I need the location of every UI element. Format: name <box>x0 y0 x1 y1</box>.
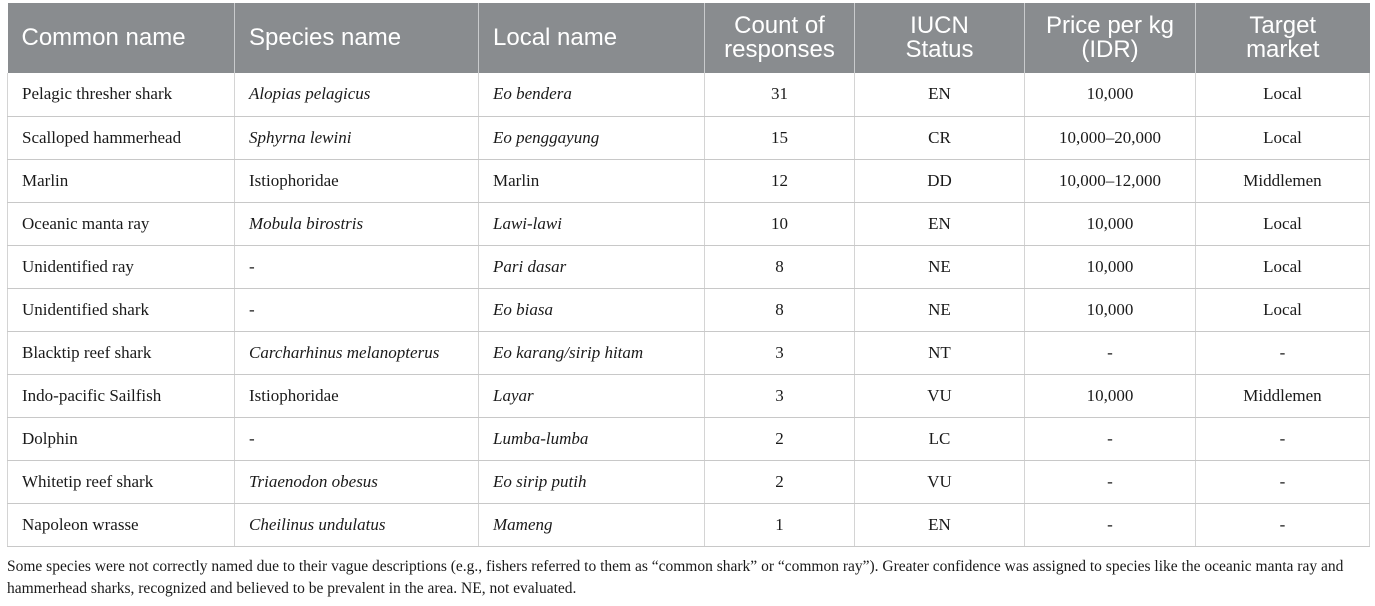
cell-count: 8 <box>705 245 855 288</box>
cell-price: 10,000–20,000 <box>1025 116 1196 159</box>
table-footnote: Some species were not correctly named due to their vague descriptions (e.g., fishers referred to them as “common shark” or “common ray”). Greater confidence was assigned to species like the oceanic manta ray and hammerhead sharks, recognized and believed to be prevalent in the area. NE, not evaluated. <box>7 558 1344 597</box>
cell-price: 10,000 <box>1025 245 1196 288</box>
cell-local-name: Layar <box>479 374 705 417</box>
header-label-line1: Price per kg <box>1045 12 1175 39</box>
cell-local-name: Eo sirip putih <box>479 460 705 503</box>
cell-target-market: Middlemen <box>1196 159 1370 202</box>
header-label-line1: Count of <box>734 12 825 39</box>
cell-iucn-status: NT <box>855 331 1025 374</box>
table-row <box>8 159 1370 202</box>
cell-target-market: Local <box>1196 202 1370 245</box>
cell-common-name: Scalloped hammerhead <box>8 116 235 159</box>
cell-common-name: Blacktip reef shark <box>8 331 235 374</box>
cell-target-market: Local <box>1196 288 1370 331</box>
cell-target-market: - <box>1196 417 1370 460</box>
table-row <box>8 374 1370 417</box>
header-iucn-status <box>855 3 1025 73</box>
cell-iucn-status: EN <box>855 503 1025 546</box>
cell-species-name: Sphyrna lewini <box>235 116 479 159</box>
cell-count: 2 <box>705 417 855 460</box>
species-table-container <box>7 3 1369 547</box>
cell-target-market: Local <box>1196 116 1370 159</box>
cell-local-name: Marlin <box>479 159 705 202</box>
cell-species-name: - <box>235 288 479 331</box>
header-label-line2: (IDR) <box>1081 36 1139 63</box>
cell-local-name: Pari dasar <box>479 245 705 288</box>
cell-count: 3 <box>705 374 855 417</box>
cell-iucn-status: VU <box>855 460 1025 503</box>
cell-price: - <box>1025 417 1196 460</box>
header-label: Species name <box>249 24 402 51</box>
cell-species-name: Triaenodon obesus <box>235 460 479 503</box>
cell-price: - <box>1025 503 1196 546</box>
cell-species-name: Cheilinus undulatus <box>235 503 479 546</box>
cell-price: 10,000 <box>1025 73 1196 116</box>
cell-common-name: Unidentified ray <box>8 245 235 288</box>
cell-count: 3 <box>705 331 855 374</box>
cell-iucn-status: CR <box>855 116 1025 159</box>
cell-local-name: Eo biasa <box>479 288 705 331</box>
cell-price: 10,000 <box>1025 288 1196 331</box>
cell-count: 31 <box>705 73 855 116</box>
cell-species-name: Istiophoridae <box>235 374 479 417</box>
cell-local-name: Lumba-lumba <box>479 417 705 460</box>
cell-price: 10,000 <box>1025 202 1196 245</box>
header-label: Local name <box>493 24 618 51</box>
header-label-line1: Target <box>1249 12 1317 39</box>
table-row <box>8 460 1370 503</box>
cell-iucn-status: VU <box>855 374 1025 417</box>
cell-price: - <box>1025 331 1196 374</box>
species-table <box>7 3 1370 547</box>
table-row <box>8 331 1370 374</box>
cell-common-name: Napoleon wrasse <box>8 503 235 546</box>
cell-target-market: Middlemen <box>1196 374 1370 417</box>
table-header <box>8 3 1370 73</box>
header-common-name <box>8 3 235 73</box>
cell-local-name: Eo karang/sirip hitam <box>479 331 705 374</box>
cell-iucn-status: EN <box>855 202 1025 245</box>
table-row <box>8 116 1370 159</box>
cell-common-name: Indo-pacific Sailfish <box>8 374 235 417</box>
header-count-of-responses <box>705 3 855 73</box>
cell-species-name: - <box>235 417 479 460</box>
header-species-name <box>235 3 479 73</box>
cell-iucn-status: NE <box>855 245 1025 288</box>
cell-target-market: - <box>1196 460 1370 503</box>
cell-count: 1 <box>705 503 855 546</box>
table-row <box>8 417 1370 460</box>
cell-local-name: Lawi-lawi <box>479 202 705 245</box>
header-row <box>8 3 1370 73</box>
cell-common-name: Oceanic manta ray <box>8 202 235 245</box>
header-label-line1: IUCN <box>910 12 969 39</box>
header-price-per-kg <box>1025 3 1196 73</box>
cell-common-name: Whitetip reef shark <box>8 460 235 503</box>
cell-count: 8 <box>705 288 855 331</box>
header-target-market <box>1196 3 1370 73</box>
table-body <box>8 73 1370 546</box>
cell-price: 10,000–12,000 <box>1025 159 1196 202</box>
cell-common-name: Dolphin <box>8 417 235 460</box>
table-row <box>8 202 1370 245</box>
cell-target-market: Local <box>1196 73 1370 116</box>
cell-common-name: Unidentified shark <box>8 288 235 331</box>
header-label: Common name <box>21 24 186 51</box>
cell-species-name: Carcharhinus melanopterus <box>235 331 479 374</box>
cell-price: 10,000 <box>1025 374 1196 417</box>
cell-local-name: Eo bendera <box>479 73 705 116</box>
cell-iucn-status: EN <box>855 73 1025 116</box>
cell-iucn-status: DD <box>855 159 1025 202</box>
table-row <box>8 73 1370 116</box>
cell-count: 10 <box>705 202 855 245</box>
cell-species-name: Istiophoridae <box>235 159 479 202</box>
header-local-name <box>479 3 705 73</box>
cell-local-name: Eo penggayung <box>479 116 705 159</box>
header-label-line2: Status <box>905 36 974 63</box>
cell-local-name: Mameng <box>479 503 705 546</box>
cell-price: - <box>1025 460 1196 503</box>
cell-count: 15 <box>705 116 855 159</box>
cell-target-market: - <box>1196 331 1370 374</box>
cell-species-name: - <box>235 245 479 288</box>
cell-count: 12 <box>705 159 855 202</box>
table-row <box>8 503 1370 546</box>
header-label-line2: responses <box>724 36 835 63</box>
cell-species-name: Mobula birostris <box>235 202 479 245</box>
table-row <box>8 288 1370 331</box>
cell-target-market: - <box>1196 503 1370 546</box>
cell-species-name: Alopias pelagicus <box>235 73 479 116</box>
cell-target-market: Local <box>1196 245 1370 288</box>
cell-iucn-status: LC <box>855 417 1025 460</box>
cell-common-name: Marlin <box>8 159 235 202</box>
cell-common-name: Pelagic thresher shark <box>8 73 235 116</box>
cell-count: 2 <box>705 460 855 503</box>
header-label-line2: market <box>1246 36 1320 63</box>
table-row <box>8 245 1370 288</box>
cell-iucn-status: NE <box>855 288 1025 331</box>
